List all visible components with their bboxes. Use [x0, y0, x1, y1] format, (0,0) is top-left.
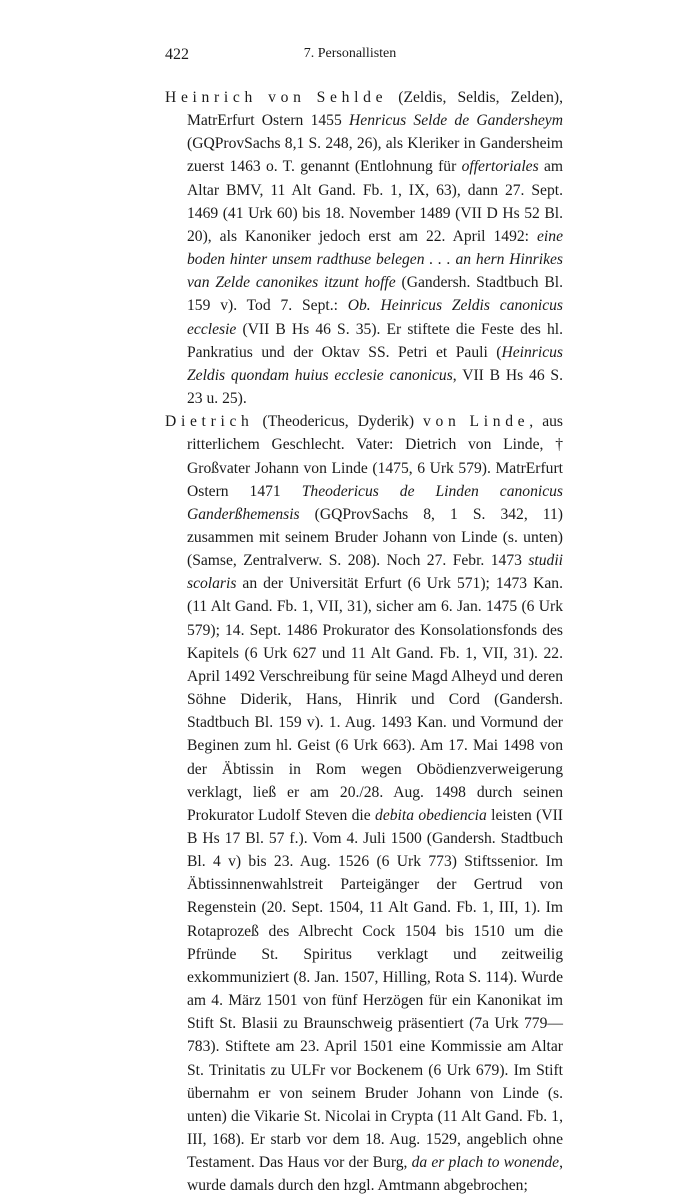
entry-text: , aus ritterlichem Geschlecht. Vater: Dietrich von Linde, † Großvater Johann von Linde (1475, 6 Urk 579). MatrErfurt Ostern 1471	[187, 413, 563, 500]
italic-quote: da er plach to wonende	[411, 1154, 560, 1172]
entry-first-name: Heinrich	[165, 89, 257, 106]
entry-list	[165, 86, 563, 1198]
entry-text: , wurde damals durch den hzgl. Amtmann abgebrochen;	[187, 1154, 563, 1195]
running-title: 7. Personallisten	[303, 46, 397, 61]
entry-text: , VII B Hs 46 S. 23 u. 25).	[187, 366, 563, 408]
page-number: 422	[165, 46, 189, 63]
italic-quote: Theodericus de Linden canonicus Ganderßhemensis	[187, 482, 563, 523]
entry-text: (GQProvSachs 8,1 S. 248, 26), als Kleriker in Gandersheim zuerst 1463 o. T. genannt (Entlohnung für	[187, 135, 563, 176]
entry-first-name: Dietrich	[165, 413, 254, 431]
entry-name-particle: von	[268, 89, 306, 106]
italic-quote: Ob. Heinricus Zeldis canonicus ecclesie	[187, 297, 563, 338]
entry-text: (Zeldis, Seldis, Zelden), MatrErfurt Ostern 1455	[187, 89, 563, 130]
italic-quote: debita obediencia	[375, 806, 487, 824]
entry-surname: Sehlde	[316, 89, 388, 106]
italic-quote: offertoriales	[461, 158, 539, 176]
entry-body	[187, 89, 563, 407]
entry-text: (VII B Hs 46 S. 35). Er stiftete die Feste des hl. Pankratius und der Oktav SS. Petri et Pauli (	[187, 320, 563, 361]
italic-quote: eine boden hinter unsem radthuse belegen . . . an hern Hinrikes van Zelde canonikes itzunt hoffe	[187, 227, 563, 292]
italic-quote: studii scolaris	[187, 552, 563, 593]
italic-quote: Heinricus Zeldis quondam huius ecclesie canonicus	[187, 343, 563, 384]
entry-dietrich-von-linde	[165, 410, 563, 1197]
italic-quote: Henricus Selde de Gandersheym	[349, 112, 563, 130]
entry-text: an der Universität Erfurt (6 Urk 571); 1473 Kan. (11 Alt Gand. Fb. 1, VII, 31), sicher am 6. Jan. 1475 (6 Urk 579); 14. Sept. 1486 Prokurator des Konsolationsfonds des Kapitels (6 Urk 627 und 11 Alt Gand. Fb. 1, VII, 31). 22. April 1492 Verschreibung für seine Magd Alheyd und deren Söhne Diderik, Hans, Hinrik und Cord (Gandersh. Stadtbuch Bl. 159 v). 1. Aug. 1493 Kan. und Vormund der Beginen zum hl. Geist (6 Urk 663). Am 17. Mai 1498 von der Äbtissin in Rom wegen Obödienzverweigerung verklagt, ließ er am 20./28. Aug. 1498 durch seinen Prokurator Ludolf Steven die	[187, 575, 563, 824]
entry-text: am Altar BMV, 11 Alt Gand. Fb. 1, IX, 63), dann 27. Sept. 1469 (41 Urk 60) bis 18. November 1489 (VII D Hs 52 Bl. 20), als Kanoniker jedoch erst am 22. April 1492:	[187, 158, 563, 245]
entry-heinrich-von-sehlde	[165, 86, 563, 410]
entry-name-particle: von	[423, 413, 461, 431]
entry-body	[187, 413, 563, 1194]
entry-intro-text: (Theodericus, Dyderik)	[253, 413, 424, 431]
entry-surname: Linde	[469, 413, 530, 431]
entry-text: (GQProvSachs 8, 1 S. 342, 11) zusammen mit seinem Bruder Johann von Linde (s. unten) (Samse, Zentralverw. S. 208). Noch 27. Febr. 1473	[187, 505, 563, 570]
entry-text: (Gandersh. Stadtbuch Bl. 159 v). Tod 7. Sept.:	[187, 274, 563, 315]
entry-text: leisten (VII B Hs 17 Bl. 57 f.). Vom 4. Juli 1500 (Gandersh. Stadtbuch Bl. 4 v) bis 23. Aug. 1526 (6 Urk 773) Stiftssenior. Im Äbtissinnenwahlstreit Parteigänger der Gertrud von Regenstein (20. Sept. 1504, 11 Alt Gand. Fb. 1, III, 1). Im Rotaprozeß des Albrecht Cock 1504 bis 1510 um die Pfründe St. Spiritus verklagt und zeitweilig exkommuniziert (8. Jan. 1507, Hilling, Rota S. 114). Wurde am 4. März 1501 von fünf Herzögen für ein Kanonikat im Stift St. Blasii zu Braunschweig präsentiert (7a Urk 779—783). Stiftete am 23. April 1501 eine Kommissie am Altar St. Trinitatis zu ULFr vor Bockenem (6 Urk 679). Im Stift übernahm er von seinem Bruder Johann von Linde (s. unten) die Vikarie St. Nicolai in Crypta (11 Alt Gand. Fb. 1, III, 168). Er starb vor dem 18. Aug. 1529, angeblich ohne Testament. Das Haus vor der Burg,	[187, 806, 564, 1172]
